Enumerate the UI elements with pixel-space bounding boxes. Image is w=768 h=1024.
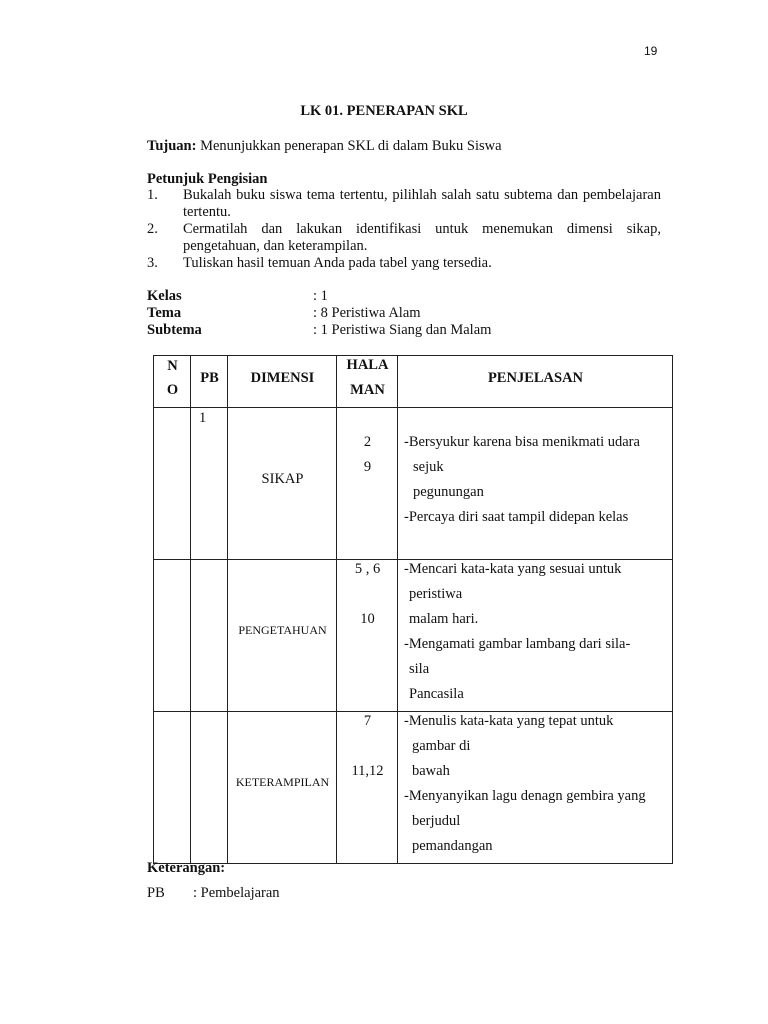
cell-pb [191, 712, 228, 864]
instruction-item [147, 221, 661, 255]
cell-penjelasan: -Menulis kata-kata yang tepat untuk gambar di bawah -Menyanyikan lagu denagn gembira yang berjudul pemandangan [398, 712, 673, 864]
instruction-number: 1. [147, 187, 158, 203]
info-value-subtema: : 1 Peristiwa Siang dan Malam [313, 322, 492, 338]
petunjuk-heading: Petunjuk Pengisian [147, 171, 268, 187]
keterangan-abbr: PB [147, 885, 165, 901]
cell-pb [191, 560, 228, 712]
cell-dimensi: PENGETAHUAN [228, 560, 337, 712]
info-label-kelas: Kelas [147, 288, 182, 304]
instruction-item [147, 187, 661, 221]
cell-penjelasan: -Bersyukur karena bisa menikmati udara sejuk pegunungan -Percaya diri saat tampil didepan kelas [398, 408, 673, 560]
cell-halaman: 2 9 [337, 408, 398, 560]
info-label-subtema: Subtema [147, 322, 202, 338]
info-value-kelas: : 1 [313, 288, 328, 304]
skl-table [153, 355, 673, 864]
keterangan-heading: Keterangan: [147, 860, 226, 876]
document-title: LK 01. PENERAPAN SKL [300, 103, 468, 119]
cell-penjelasan: -Mencari kata-kata yang sesuai untuk peristiwa malam hari. -Mengamati gambar lambang dari sila- sila Pancasila [398, 560, 673, 712]
header-dimensi: DIMENSI [228, 356, 337, 408]
tujuan-text: Menunjukkan penerapan SKL di dalam Buku Siswa [200, 138, 502, 154]
cell-dimensi: KETERAMPILAN [228, 712, 337, 864]
cell-no [154, 408, 191, 560]
header-pb: PB [191, 356, 228, 408]
instruction-number: 3. [147, 255, 158, 271]
table-row [154, 408, 673, 560]
page-number: 19 [644, 44, 658, 58]
keterangan-desc: : Pembelajaran [193, 885, 280, 901]
cell-pb: 1 [191, 408, 228, 560]
info-label-tema: Tema [147, 305, 182, 321]
table-row [154, 560, 673, 712]
header-halaman: HALA MAN [337, 356, 398, 408]
header-penjelasan: PENJELASAN [398, 356, 673, 408]
info-value-tema: : 8 Peristiwa Alam [313, 305, 421, 321]
table-header-row [154, 356, 673, 408]
header-no: N O [154, 356, 191, 408]
table-row [154, 712, 673, 864]
cell-dimensi: SIKAP [228, 408, 337, 560]
instruction-text: Bukalah buku siswa tema tertentu, pilihlah salah satu subtema dan pembelajaran tertentu. [183, 187, 661, 220]
instruction-item [147, 255, 661, 272]
instruction-text: Cermatilah dan lakukan identifikasi untuk menemukan dimensi sikap, pengetahuan, dan keterampilan. [183, 221, 661, 254]
cell-halaman: 5 , 6 10 [337, 560, 398, 712]
cell-no [154, 560, 191, 712]
tujuan-label: Tujuan: [147, 138, 197, 154]
tujuan-line [147, 138, 502, 155]
instruction-text: Tuliskan hasil temuan Anda pada tabel yang tersedia. [183, 255, 492, 271]
cell-halaman: 7 11,12 [337, 712, 398, 864]
cell-no [154, 712, 191, 864]
instruction-number: 2. [147, 221, 158, 237]
